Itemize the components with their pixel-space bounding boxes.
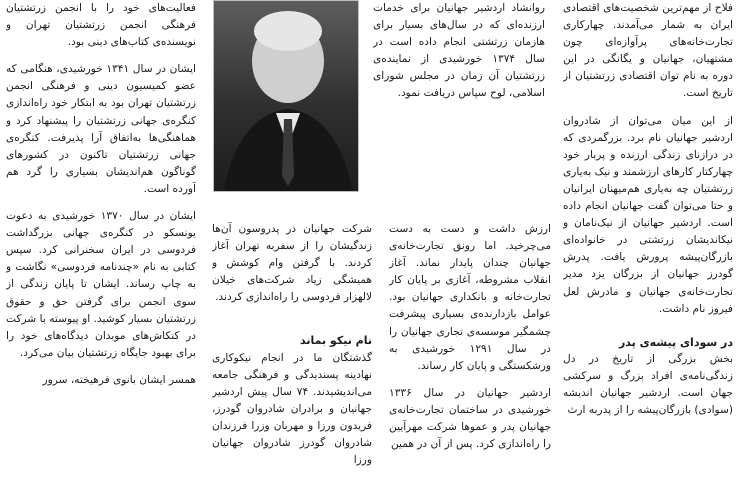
col1-paragraph-2: از این میان می‌توان از شادروان اردشیر جهانیان نام برد. بزرگمردی که در درازنای زندگی ارزنده و پربار خود چهارکتار کارهای ارزشمند و نیک به‌یاری زرتشتیان چه به‌یاری هم‌میهنان ایرانیان و حتا می‌توان گفت جهانیان انجام داده است. اردشیر جهانیان از نیک‌نامان و نیکاندیشان زرتشتی در خانواده‌ای بازرگان‌پیشه پرورش یافت. پدرش گودرز جهانیان از بزرگان یزد مدیر تجارت‌خانه‌ی جهانیان و مادرش لعل فیروز نام داشت. [563,114,733,315]
article-column-1 [563,0,733,500]
col3-paragraph-2: گذشتگان ما در انجام نیکوکاری نهادینه پسندیدگی و فرهنگی جامعه می‌اندیشیدند. ۷۴ سال پیش اردشیر جهانیان و برادران شادروان گودرز، فریدون ورزا و مهربان وزرا فرزندان شادروان گودرز شادروان جهانیان ورزا [212,351,372,467]
col2-paragraph-2: اردشیر جهانیان در سال ۱۳۳۶ خورشیدی در ساختمان تجارت‌خانه‌ی جهانیان پدر و عموها شرکت مهرآیین را راه‌اندازی کرد. پس از آن در همین [389,386,551,451]
col4-paragraph-2: ایشان در سال ۱۳۴۱ خورشیدی، هنگامی که عضو کمیسیون دینی و فرهنگی انجمن زرتشتیان تهران بود به ابتکار خود راه‌اندازی کنگره‌ی جهانی زرتشتیان را پیشنهاد کرد و هماهنگی‌ها به‌اتفاق آرا پذیرفت. کنگره‌ی جهانی زرتشتیان تاکنون در کشورهای گوناگون هم‌اندیشان بسیاری را گرد هم آورده است. [6,63,196,195]
section-heading-career: در سودای پیشه‌ی پدر [618,335,733,349]
article-column-4 [6,0,196,500]
article-column-2 [389,221,551,500]
caption-text: روانشاد اردشیر جهانیان برای خدمات ارزنده‌ای که در سال‌های بسیار برای هازمان زرتشتی انجام داده است در سال ۱۳۷۴ خورشیدی از نماینده‌ی زرتشتیان آن زمان در مجلس شورای اسلامی، لوح سپاس دریافت نمود. [373,2,545,100]
col1-paragraph-3: بخش بزرگی از تاریخ در دل زندگی‌نامه‌ی افراد بزرگ و سرکشی جهان است. اردشیر جهانیان اندیشه (سوادی) بازرگان‌پیشه را از پدربه ارث [563,352,733,417]
portrait-icon [214,1,358,191]
section-heading-good-name: نام نیکو بماند [299,334,372,348]
col3-paragraph-1: شرکت جهانیان در پدروسون آن‌ها زندگیشان را از سفربه تهران آغاز کردند. با گرفتن وام کوشش و همیشگی زیاد شرکت‌های خیلان لالهزار فردوسی را راه‌اندازی کردند. [212,223,372,304]
col4-paragraph-4: همسر ایشان بانوی فرهیخته، سرور [42,373,196,386]
col2-paragraph-1: ارزش داشت و دست به دست می‌چرخید. اما رونق تجارت‌خانه‌ی جهانیان چندان پایدار نماند. آغاز انقلاب مشروطه، آغازی بر پایان کار تجارت‌خانه و بانکداری جهانیان بود. عوامل بازدارنده‌ی بسیاری پیشرفت چشمگیر موسسه‌ی تجاری جهانیان را در سال ۱۲۹۱ خورشیدی به ورشکستگی و پایان کار رساند. [389,223,551,372]
photo-caption [373,0,545,170]
article-column-3 [212,221,372,500]
portrait-photo [213,0,359,192]
col4-paragraph-3: ایشان در سال ۱۳۷۰ خورشیدی به دعوت یونسکو در کنگره‌ی جهانی بزرگداشت فردوسی در ایران سخنرانی کرد. سپس کتابی به نام «چندنامه فردوسی» نگاشت و به چاپ رساند. ایشان تا پایان زندگی از سوی انجمن برای گرفتن حق و حقوق زرتشتیان بسیار کوشید. او پیوسته با شرکت در کنکاش‌های موبدان دیدگاه‌های خود را برای بهبود جایگاه زرتشتیان بیان می‌کرد. [6,210,196,359]
col1-paragraph-1: فلاح از مهم‌ترین شخصیت‌های اقتصادی ایران به شمار می‌آمدند. چهارکاری تجارت‌خانه‌های پرآوازه‌ای چون مشتهیان، جهانیان و یگانگی در این دوره به نام توان اقتصادی زرتشتیان از تاریخ است. [563,2,733,100]
col4-paragraph-1: فعالیت‌های خود را با انجمن زرتشتیان فرهنگی انجمن زرتشتیان تهران و نویسنده‌ی کتاب‌های دینی بود. [6,2,196,49]
